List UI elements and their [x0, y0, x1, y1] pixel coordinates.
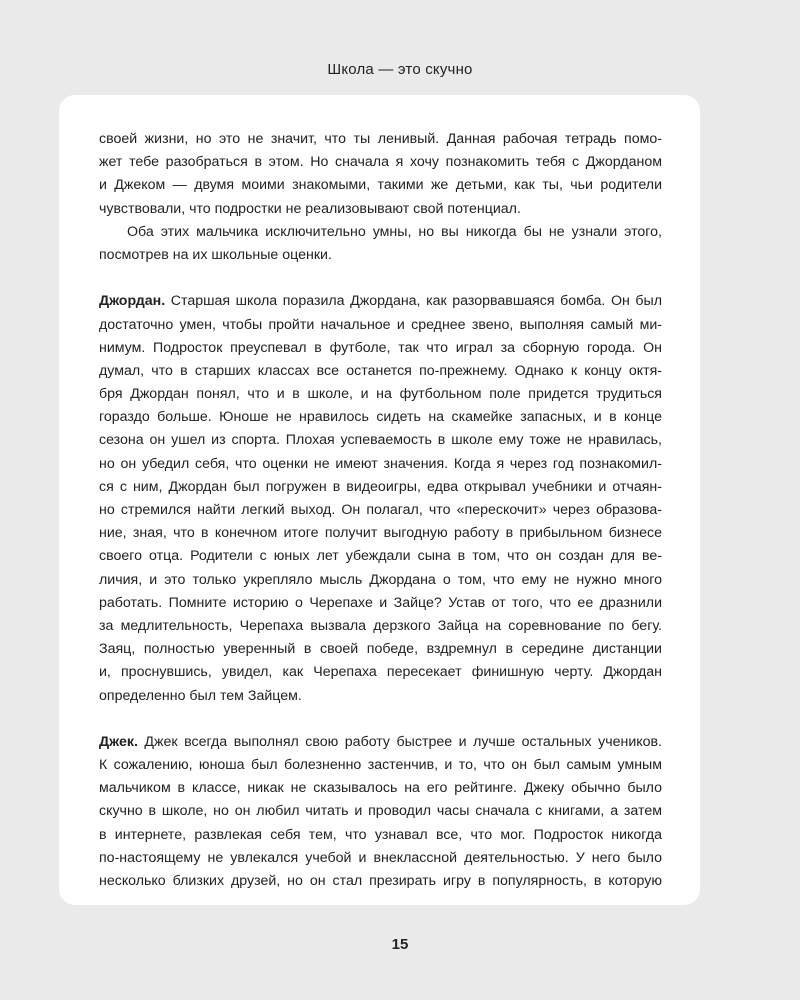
- running-head: Школа — это скучно: [327, 61, 473, 78]
- text-line: и Джеком — двумя моими знакомыми, такими же детьми, как ты, чьи родители: [99, 177, 662, 194]
- paragraph-gap: [99, 708, 662, 731]
- text-line: в интернете, развлекая себя тем, что узнавал все, что мог. Подросток никогда: [99, 826, 662, 843]
- text-line: нимум. Подросток преуспевал в футболе, так что играл за сборную города. Он: [99, 339, 662, 356]
- jordan-first-line-text: Старшая школа поразила Джордана, как разорвавшаяся бомба. Он был: [165, 293, 662, 310]
- text-line: но он убедил себя, что оценки не имеют значения. Когда я через год познакомил-: [99, 455, 662, 472]
- text-line: сезона он ушел из спорта. Плохая успеваемость в школе ему тоже не нравилась,: [99, 432, 662, 449]
- text-line: за медлительность, Черепаха вызвала дерзкого Зайца на соревнование по бегу.: [99, 617, 662, 634]
- text-line: посмотрев на их школьные оценки.: [99, 246, 332, 263]
- text-line: скучно в школе, но он любил читать и проводил часы сначала с книгами, а затем: [99, 803, 662, 820]
- text-line: но стремился найти легкий выход. Он полагал, что «перескочит» через образова-: [99, 502, 662, 518]
- page-number: 15: [391, 936, 409, 953]
- text-line: жет тебе разобраться в этом. Но сначала я хочу познакомить тебя с Джорданом: [99, 154, 662, 171]
- text-line: по-настоящему не увлекался учебой и внеклассной деятельностью. У него было: [99, 849, 662, 866]
- text-line: своей жизни, но это не значит, что ты ленивый. Данная рабочая тетрадь помо-: [99, 131, 662, 147]
- text-line: ся с ним, Джордан был погружен в видеоигры, едва открывал учебники и отчаян-: [99, 478, 662, 495]
- paragraph-gap: [99, 267, 662, 290]
- text-line: мальчиком в классе, никак не сказывалось на его рейтинге. Джеку обычно было: [99, 780, 662, 797]
- jordan-first-line: [99, 290, 662, 313]
- text-line: Оба этих мальчика исключительно умны, но вы никогда бы не узнали этого,: [127, 223, 662, 240]
- text-line: чувствовали, что подростки не реализовывают свой потенциал.: [99, 200, 521, 217]
- body-text: [99, 128, 662, 893]
- jordan-name: Джордан.: [99, 293, 166, 310]
- jack-first-line-text: Джек всегда выполнял свою работу быстрее и лучше остальных учеников.: [137, 733, 662, 750]
- text-line: определенно был тем Зайцем.: [99, 687, 302, 704]
- text-line: и, проснувшись, увидел, как Черепаха пересекает финишную черту. Джордан: [99, 664, 662, 681]
- jack-first-line: [99, 731, 662, 754]
- text-line: К сожалению, юноша был болезненно застенчив, и то, что он был самым умным: [99, 757, 662, 774]
- text-line: Заяц, полностью уверенный в своей победе, вздремнул в середине дистанции: [99, 641, 662, 658]
- text-line: думал, что в старших классах все останется по-прежнему. Однако к концу октя-: [99, 362, 662, 379]
- text-line: гораздо больше. Юноше не нравилось сидеть на скамейке запасных, и в конце: [99, 409, 662, 426]
- jack-name: Джек.: [99, 733, 138, 750]
- text-line: достаточно умен, чтобы пройти начальное и среднее звено, выполняя самый ми-: [99, 316, 662, 333]
- text-line: бря Джордан понял, что и в школе, и на футбольном поле придется трудиться: [99, 386, 662, 403]
- text-line: работать. Помните историю о Черепахе и Зайце? Устав от того, что ее дразнили: [99, 594, 662, 611]
- text-line: несколько близких друзей, но он стал презирать игру в популярность, в которую: [99, 873, 662, 889]
- text-line: своего отца. Родители с юных лет убеждали сына в том, что он создан для ве-: [99, 548, 662, 565]
- text-line: личия, и это только укрепляло мысль Джордана о том, что ему не нужно много: [99, 571, 662, 588]
- text-line: ние, зная, что в конечном итоге получит выгодную работу в прибыльном бизнесе: [99, 525, 662, 542]
